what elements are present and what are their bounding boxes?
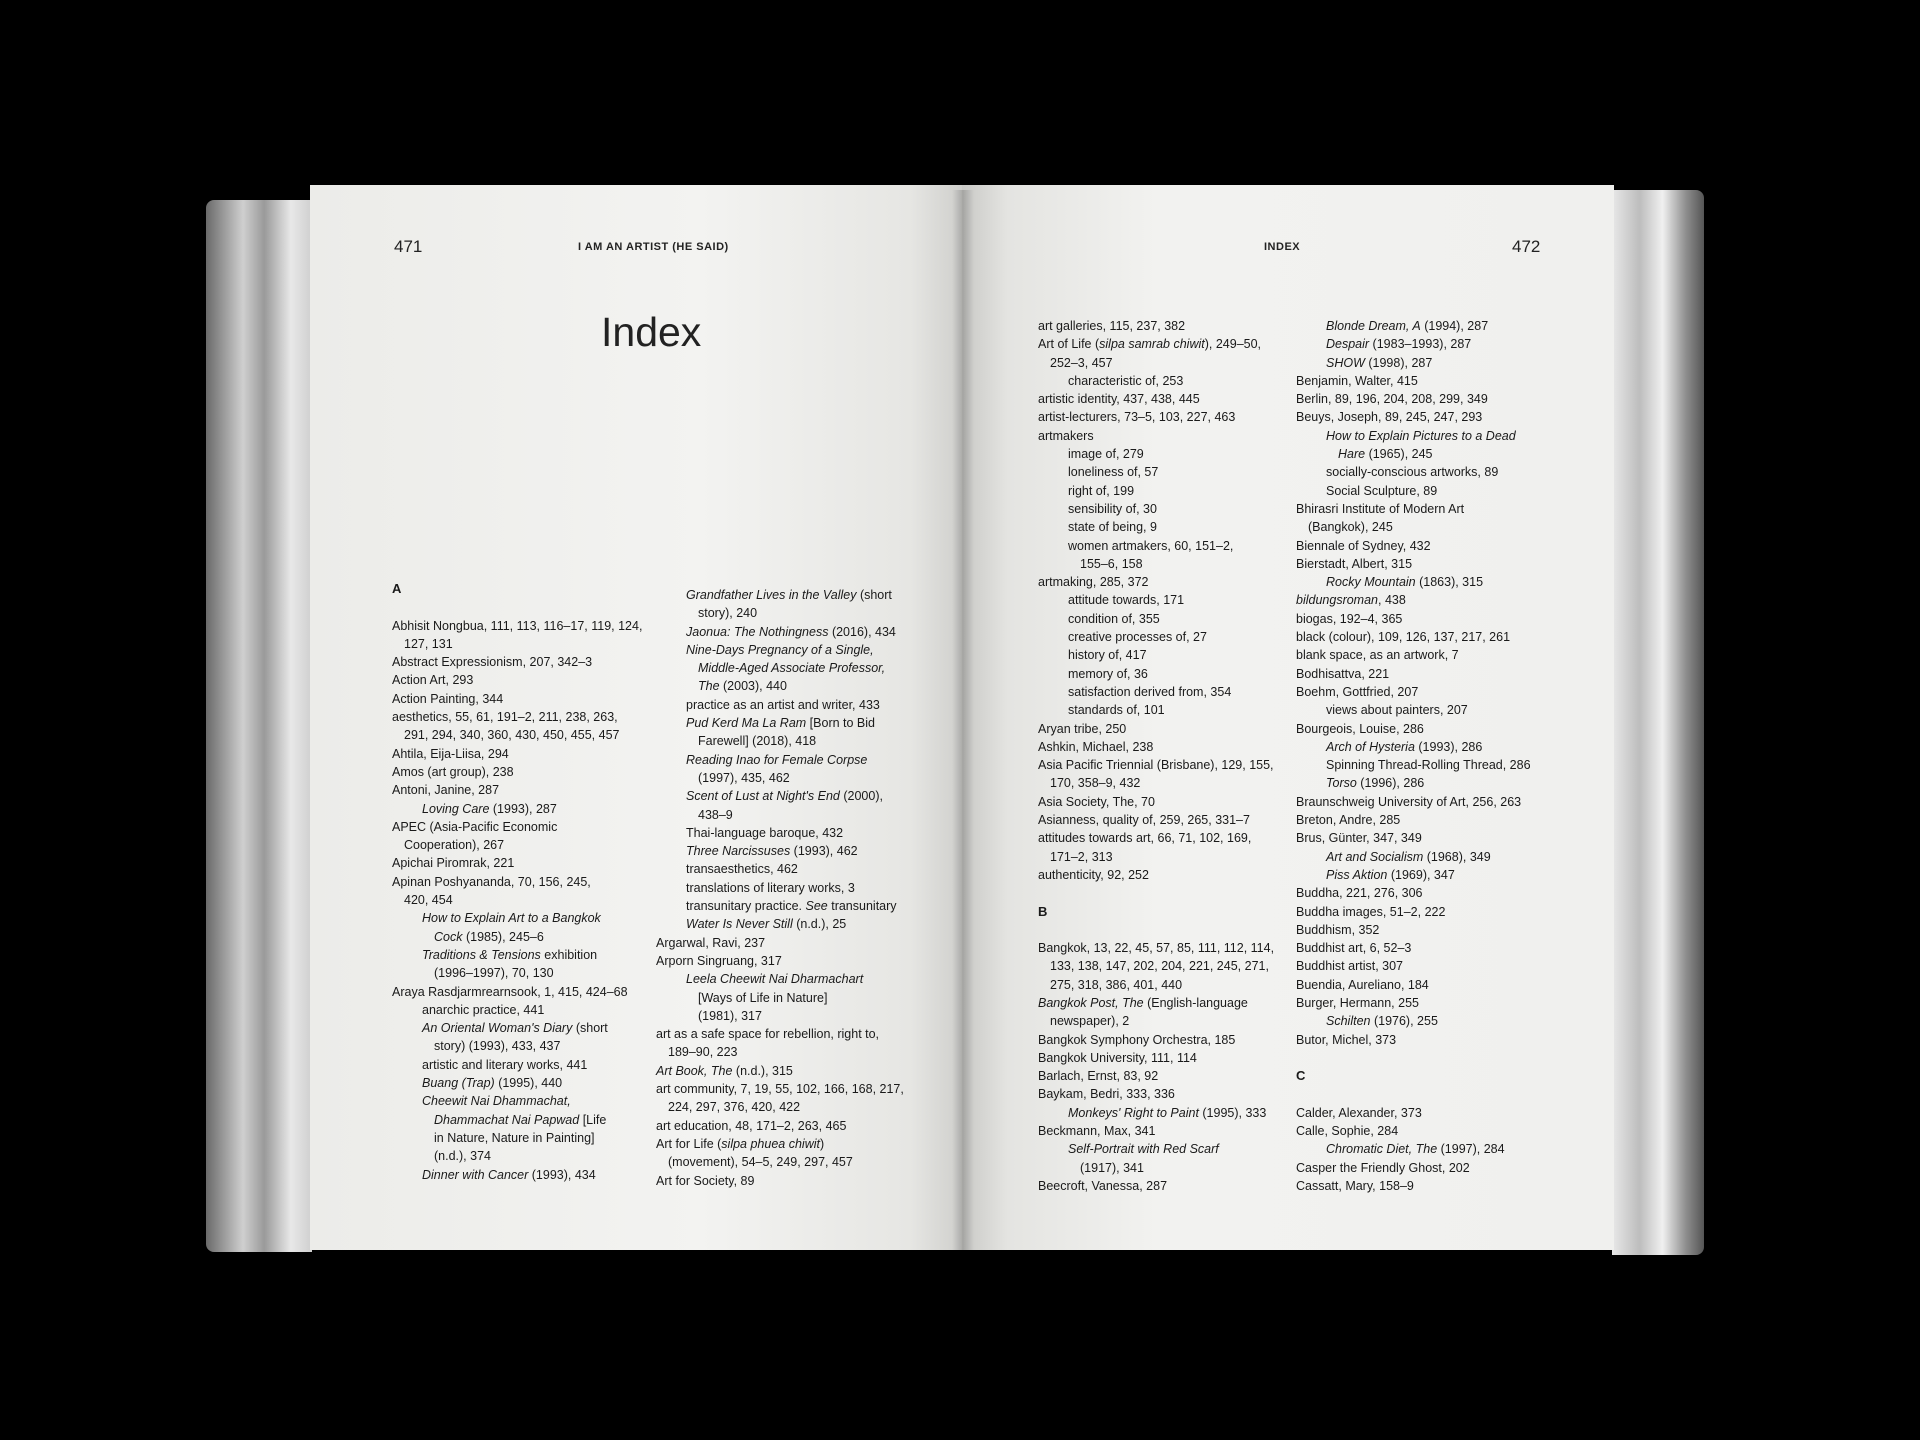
index-entry: Cooperation), 267: [404, 838, 505, 853]
index-entry: Berlin, 89, 196, 204, 208, 299, 349: [1296, 392, 1488, 407]
index-title: Index: [601, 309, 702, 355]
index-entry: Monkeys' Right to Paint (1995), 333: [1068, 1105, 1267, 1120]
index-entry: An Oriental Woman's Diary (short: [422, 1021, 608, 1036]
index-entry: women artmakers, 60, 151–2,: [1068, 538, 1234, 553]
index-entry: Araya Rasdjarmrearnsook, 1, 415, 424–68: [392, 984, 628, 999]
index-entry: Apinan Poshyananda, 70, 156, 245,: [392, 874, 591, 889]
index-entry: image of, 279: [1068, 447, 1144, 462]
spacer: [1296, 1085, 1531, 1103]
index-entry: Chromatic Diet, The (1997), 284: [1326, 1142, 1505, 1157]
index-entry: Antoni, Janine, 287: [392, 783, 500, 798]
index-entry: Ashkin, Michael, 238: [1038, 739, 1154, 754]
index-entry: Nine-Days Pregnancy of a Single,: [686, 642, 874, 657]
index-entry: translations of literary works, 3: [686, 880, 855, 895]
index-entry: in Nature, Nature in Painting]: [434, 1130, 595, 1145]
index-entry: Calder, Alexander, 373: [1296, 1105, 1422, 1120]
index-entry: Thai-language baroque, 432: [686, 825, 844, 840]
index-entry: Bangkok University, 111, 114: [1038, 1050, 1197, 1065]
index-entry: Butor, Michel, 373: [1296, 1032, 1397, 1047]
index-entry: Hare (1965), 245: [1338, 447, 1433, 462]
index-entry: Braunschweig University of Art, 256, 263: [1296, 794, 1522, 809]
index-entry: artistic and literary works, 441: [422, 1057, 588, 1072]
index-entry: APEC (Asia-Pacific Economic: [392, 819, 558, 834]
index-entry: Abhisit Nongbua, 111, 113, 116–17, 119, 124,: [392, 618, 643, 633]
index-entry: Asianness, quality of, 259, 265, 331–7: [1038, 813, 1250, 828]
index-entry: satisfaction derived from, 354: [1068, 684, 1232, 699]
index-entry: Water Is Never Still (n.d.), 25: [686, 917, 847, 932]
left-col-1: [392, 580, 642, 1184]
index-entry: 420, 454: [404, 893, 453, 908]
index-entry: art galleries, 115, 237, 382: [1038, 319, 1186, 333]
running-head-right: INDEX: [1264, 241, 1301, 253]
index-entry: newspaper), 2: [1050, 1014, 1130, 1029]
index-entry: memory of, 36: [1068, 666, 1148, 681]
index-entry: Dhammachat Nai Papwad [Life: [434, 1112, 607, 1127]
index-entry: Blonde Dream, A (1994), 287: [1326, 319, 1489, 333]
index-entry: Art for Life (silpa phuea chiwit): [656, 1136, 825, 1151]
index-entry: 127, 131: [404, 636, 453, 651]
index-entry: Aryan tribe, 250: [1038, 721, 1127, 736]
index-entry: anarchic practice, 441: [422, 1002, 545, 1017]
index-entry: Apichai Piromrak, 221: [392, 856, 515, 871]
index-entry: 291, 294, 340, 360, 430, 450, 455, 457: [404, 728, 620, 743]
index-entry: Barlach, Ernst, 83, 92: [1038, 1069, 1159, 1084]
left-page: [310, 185, 962, 1250]
index-entry: Boehm, Gottfried, 207: [1296, 684, 1419, 699]
index-entry: views about painters, 207: [1326, 703, 1468, 718]
index-entry: right of, 199: [1068, 483, 1135, 498]
index-entry: 133, 138, 147, 202, 204, 221, 245, 271,: [1050, 959, 1269, 974]
index-entry: Scent of Lust at Night's End (2000),: [686, 789, 883, 804]
index-entry: Bangkok Symphony Orchestra, 185: [1038, 1032, 1236, 1047]
index-entry: story), 240: [698, 606, 758, 621]
index-entry: Middle-Aged Associate Professor,: [698, 661, 886, 676]
index-entry: artistic identity, 437, 438, 445: [1038, 392, 1200, 407]
index-entry: Reading Inao for Female Corpse: [686, 752, 868, 767]
index-entry: Social Sculpture, 89: [1326, 483, 1438, 498]
index-entry: state of being, 9: [1068, 520, 1157, 535]
index-entry: artmaking, 285, 372: [1038, 575, 1149, 590]
index-entry: (Bangkok), 245: [1308, 520, 1393, 535]
index-entry: Grandfather Lives in the Valley (short: [686, 588, 892, 602]
index-entry: 170, 358–9, 432: [1050, 776, 1141, 791]
index-entry: story) (1993), 433, 437: [434, 1039, 561, 1054]
index-entry: How to Explain Pictures to a Dead: [1326, 428, 1516, 443]
index-entry: Spinning Thread-Rolling Thread, 286: [1326, 758, 1531, 773]
index-entry: The (2003), 440: [698, 679, 787, 694]
index-entry: Ahtila, Eija-Liisa, 294: [392, 746, 509, 761]
index-entry: Benjamin, Walter, 415: [1296, 373, 1418, 388]
index-entry: (1917), 341: [1080, 1160, 1144, 1175]
index-entry: 171–2, 313: [1050, 849, 1113, 864]
index-entry: art community, 7, 19, 55, 102, 166, 168, 217,: [656, 1082, 904, 1097]
index-entry: bildungsroman, 438: [1296, 593, 1406, 608]
index-entry: attitudes towards art, 66, 71, 102, 169,: [1038, 831, 1252, 846]
index-entry: (1997), 435, 462: [698, 770, 790, 785]
index-entry: Art of Life (silpa samrab chiwit), 249–50,: [1038, 337, 1262, 352]
right-col-1: [1038, 317, 1274, 1195]
left-col-2: [656, 586, 904, 1190]
spacer: [1038, 921, 1274, 939]
entries: [1038, 317, 1274, 1195]
index-entry: (1996–1997), 70, 130: [434, 966, 554, 981]
index-entry: transaesthetics, 462: [686, 862, 798, 877]
spacer: [1296, 1049, 1531, 1067]
index-entry: 438–9: [698, 807, 733, 822]
index-entry: loneliness of, 57: [1068, 465, 1159, 480]
index-entry: 252–3, 457: [1050, 355, 1113, 370]
index-entry: Traditions & Tensions exhibition: [422, 947, 598, 962]
index-entry: Bhirasri Institute of Modern Art: [1296, 501, 1465, 516]
index-entry: Beuys, Joseph, 89, 245, 247, 293: [1296, 410, 1483, 425]
index-entry: Argarwal, Ravi, 237: [656, 935, 766, 950]
index-entry: Buddhism, 352: [1296, 922, 1380, 937]
index-entry: Arch of Hysteria (1993), 286: [1326, 739, 1483, 754]
index-entry: Calle, Sophie, 284: [1296, 1124, 1399, 1139]
index-entry: Farewell] (2018), 418: [698, 734, 817, 749]
index-entry: 224, 297, 376, 420, 422: [668, 1100, 801, 1115]
index-entry: Biennale of Sydney, 432: [1296, 538, 1431, 553]
index-entry: Loving Care (1993), 287: [422, 801, 557, 816]
index-entry: standards of, 101: [1068, 703, 1165, 718]
index-entry: biogas, 192–4, 365: [1296, 611, 1403, 626]
index-entry: (1981), 317: [698, 1008, 762, 1023]
index-entry: Buddha, 221, 276, 306: [1296, 886, 1423, 901]
index-entry: Action Painting, 344: [392, 691, 504, 706]
index-entry: authenticity, 92, 252: [1038, 867, 1149, 882]
index-entry: Casper the Friendly Ghost, 202: [1296, 1160, 1470, 1175]
index-entry: Burger, Hermann, 255: [1296, 995, 1419, 1010]
page-block-left-edge: [206, 200, 312, 1252]
index-entry: [Ways of Life in Nature]: [698, 990, 828, 1005]
running-head-left: I AM AN ARTIST (HE SAID): [578, 241, 729, 253]
section-letter-a: A: [392, 581, 402, 596]
index-entry: Art for Society, 89: [656, 1173, 755, 1188]
index-entry: Torso (1996), 286: [1326, 776, 1425, 791]
right-col-2: [1296, 317, 1531, 1195]
index-entry: art as a safe space for rebellion, right to,: [656, 1027, 880, 1042]
index-entry: Bangkok Post, The (English-language: [1038, 995, 1248, 1010]
section-letter: C: [1296, 1068, 1306, 1084]
entries: [392, 617, 642, 1184]
index-entry: Bourgeois, Louise, 286: [1296, 721, 1424, 736]
index-entry: artmakers: [1038, 428, 1094, 443]
index-entry: Beecroft, Vanessa, 287: [1038, 1178, 1168, 1193]
index-entry: Art and Socialism (1968), 349: [1326, 849, 1491, 864]
index-entry: Abstract Expressionism, 207, 342–3: [392, 655, 593, 670]
index-entry: Leela Cheewit Nai Dharmachart: [686, 972, 864, 987]
page-block-right-edge: [1612, 190, 1704, 1255]
index-entry: Asia Society, The, 70: [1038, 794, 1155, 809]
index-entry: Buddhist art, 6, 52–3: [1296, 941, 1412, 956]
index-entry: practice as an artist and writer, 433: [686, 697, 880, 712]
index-entry: Cassatt, Mary, 158–9: [1296, 1178, 1414, 1193]
index-entry: Self-Portrait with Red Scarf: [1068, 1142, 1219, 1157]
index-entry: characteristic of, 253: [1068, 373, 1184, 388]
index-entry: Three Narcissuses (1993), 462: [686, 844, 858, 859]
book-gutter: [952, 190, 974, 1250]
index-entry: Amos (art group), 238: [392, 764, 514, 779]
index-entry: black (colour), 109, 126, 137, 217, 261: [1296, 630, 1511, 645]
index-entry: Dinner with Cancer (1993), 434: [422, 1167, 596, 1182]
index-entry: history of, 417: [1068, 648, 1147, 663]
index-entry: transunitary practice. See transunitary: [686, 899, 897, 914]
index-entry: Arporn Singruang, 317: [656, 953, 782, 968]
index-entry: (n.d.), 374: [434, 1149, 491, 1164]
index-entry: Action Art, 293: [392, 673, 474, 688]
index-entry: Rocky Mountain (1863), 315: [1326, 575, 1484, 590]
index-entry: Cock (1985), 245–6: [434, 929, 544, 944]
index-entry: socially-conscious artworks, 89: [1326, 465, 1499, 480]
index-entry: Piss Aktion (1969), 347: [1326, 867, 1455, 882]
index-entry: condition of, 355: [1068, 611, 1160, 626]
index-entry: Bierstadt, Albert, 315: [1296, 556, 1413, 571]
index-entry: 189–90, 223: [668, 1045, 738, 1060]
index-entry: Bodhisattva, 221: [1296, 666, 1390, 681]
page-number-right: 472: [1512, 237, 1541, 256]
section-letter: B: [1038, 903, 1048, 919]
page-number-left: 471: [394, 237, 423, 256]
index-entry: Buendia, Aureliano, 184: [1296, 977, 1429, 992]
index-entry: blank space, as an artwork, 7: [1296, 648, 1459, 663]
index-entry: creative processes of, 27: [1068, 630, 1207, 645]
index-entry: Brus, Günter, 347, 349: [1296, 831, 1422, 846]
index-entry: art education, 48, 171–2, 263, 465: [656, 1118, 847, 1133]
entries: [1296, 317, 1531, 1195]
right-page: [962, 185, 1614, 1250]
index-entry: Despair (1983–1993), 287: [1326, 337, 1472, 352]
entries: [656, 586, 904, 1190]
index-entry: Art Book, The (n.d.), 315: [656, 1063, 793, 1078]
index-entry: aesthetics, 55, 61, 191–2, 211, 238, 263,: [392, 710, 618, 725]
index-entry: 155–6, 158: [1080, 556, 1143, 571]
index-entry: Asia Pacific Triennial (Brisbane), 129, 155,: [1038, 758, 1274, 773]
index-entry: Schilten (1976), 255: [1326, 1014, 1438, 1029]
index-entry: How to Explain Art to a Bangkok: [422, 911, 601, 926]
index-entry: Buddhist artist, 307: [1296, 959, 1404, 974]
index-entry: Cheewit Nai Dhammachat,: [422, 1094, 571, 1109]
index-entry: Pud Kerd Ma La Ram [Born to Bid: [686, 716, 875, 731]
index-entry: attitude towards, 171: [1068, 593, 1185, 608]
index-entry: Beckmann, Max, 341: [1038, 1124, 1156, 1139]
index-entry: SHOW (1998), 287: [1326, 355, 1433, 370]
index-entry: Baykam, Bedri, 333, 336: [1038, 1087, 1175, 1102]
index-entry: Bangkok, 13, 22, 45, 57, 85, 111, 112, 114,: [1038, 941, 1275, 956]
index-entry: Buang (Trap) (1995), 440: [422, 1076, 563, 1091]
index-entry: (movement), 54–5, 249, 297, 457: [668, 1155, 853, 1170]
spacer: [1038, 884, 1274, 902]
index-entry: 275, 318, 386, 401, 440: [1050, 977, 1183, 992]
index-entry: Jaonua: The Nothingness (2016), 434: [686, 624, 896, 639]
index-entry: Buddha images, 51–2, 222: [1296, 904, 1446, 919]
index-entry: Breton, Andre, 285: [1296, 813, 1401, 828]
index-entry: sensibility of, 30: [1068, 501, 1157, 516]
index-entry: artist-lecturers, 73–5, 103, 227, 463: [1038, 410, 1236, 425]
